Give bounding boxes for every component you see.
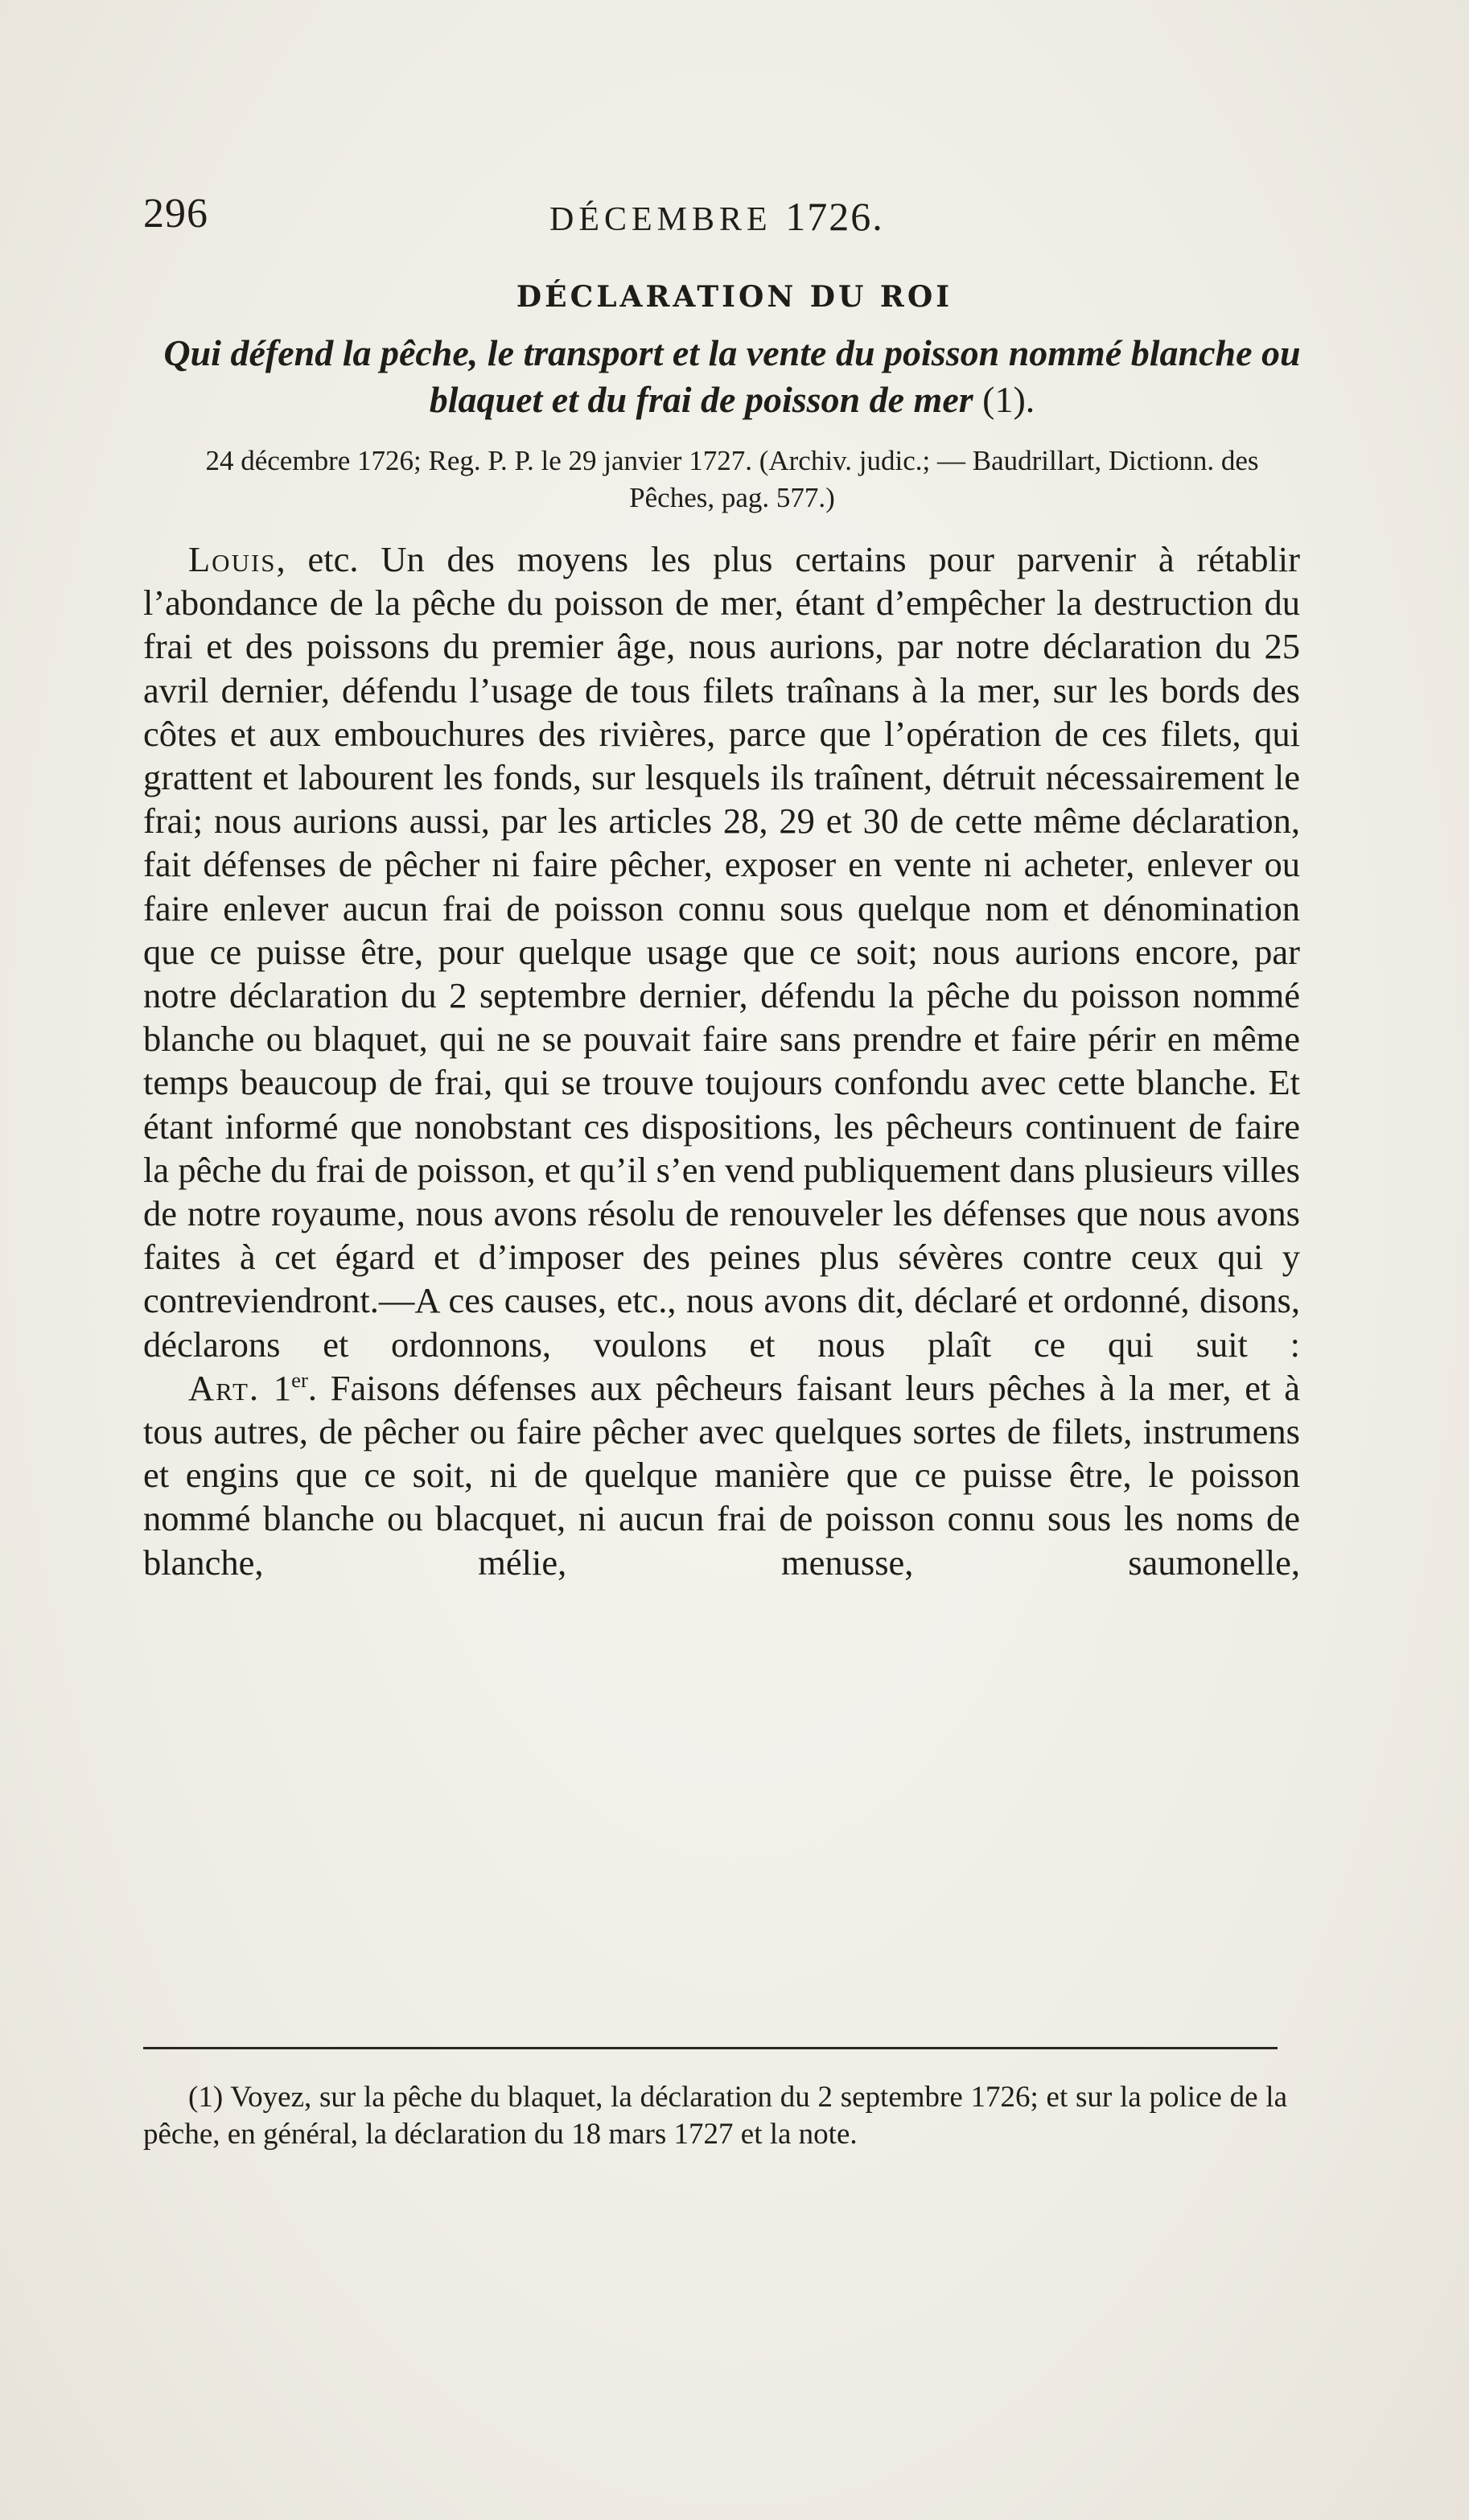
article-label: Art.	[188, 1367, 261, 1408]
footnote-reference: (1).	[982, 379, 1035, 420]
source-citation: 24 décembre 1726; Reg. P. P. le 29 janvier 1727. (Archiv. judic.; — Baudrillart, Dictionn. des Pêches, pag. 577.)	[205, 445, 1259, 513]
page-number: 296	[143, 191, 208, 237]
article-text: . Faisons défenses aux pêcheurs faisant leurs pêches à la mer, et à tous autres, de pêcher ou faire pêcher avec quelques sortes de filets, instrumens et engins que ce soit, ni de quelque manière que ce puisse être, le poisson nommé blanche ou blacquet, ni aucun frai de poisson connu sous les noms de blanche, mélie, menusse, saumonelle,	[143, 1367, 1301, 1583]
page-header	[143, 190, 1302, 246]
footnote-divider	[143, 2047, 1278, 2049]
paragraph-article-1	[143, 1366, 1300, 1584]
running-head-year: 1726.	[785, 194, 884, 239]
subtitle-text: Qui défend la pêche, le transport et la vente du poisson nommé blanche ou blaquet et du frai de poisson de mer	[163, 332, 1301, 420]
preamble-lead: Louis	[188, 539, 277, 579]
article-number: 1	[273, 1367, 292, 1408]
running-head-month: DÉCEMBRE	[549, 201, 772, 238]
running-head	[549, 193, 884, 240]
footnote: (1) Voyez, sur la pêche du blaquet, la déclaration du 2 septembre 1726; et sur la police de la pêche, en général, la déclaration du 18 mars 1727 et la note.	[143, 2081, 1287, 2151]
main-text	[143, 537, 1300, 1584]
document-subtitle	[145, 330, 1319, 423]
paragraph-preamble	[143, 537, 1300, 1366]
document-title: DÉCLARATION DU ROI	[516, 280, 953, 314]
article-number-suffix: er	[291, 1368, 308, 1393]
preamble-text: , etc. Un des moyens les plus certains pour parvenir à rétablir l’abondance de la pêche du poisson de mer, étant d’empêcher la destruction du frai et des poissons du premier âge, nous aurions, par notre déclaration du 25 avril dernier, défendu l’usage de tous filets traînans à la mer, sur les bords des côtes et aux embouchures des rivières, parce que l’opération de ces filets, qui grattent et labourent les fonds, sur lesquels ils traînent, détruit nécessairement le frai; nous aurions aussi, par les articles 28, 29 et 30 de cette même déclaration, fait défenses de pêcher ni faire pêcher, exposer en vente ni acheter, enlever ou faire enlever aucun frai de poisson connu sous quelque nom et dénomination que ce puisse être, pour quelque usage que ce soit; nous aurions encore, par notre déclaration du 2 septembre dernier, défendu la pêche du poisson nommé blanche ou blaquet, qui ne se pouvait faire sans prendre et faire périr en même temps beaucoup de frai, qui se trouve toujours confondu avec cette blanche. Et étant informé que nonobstant ces dispositions, les pêcheurs continuent de faire la pêche du frai de poisson, et qu’il s’en vend publiquement dans plusieurs villes de notre royaume, nous avons résolu de renouveler les défenses que nous avons faites à cet égard et d’imposer des peines plus sévères contre ceux qui y contreviendront.—A ces causes, etc., nous avons dit, déclaré et ordonné, disons, déclarons et ordonnons, voulons et nous plaît ce qui suit :	[143, 539, 1300, 1365]
